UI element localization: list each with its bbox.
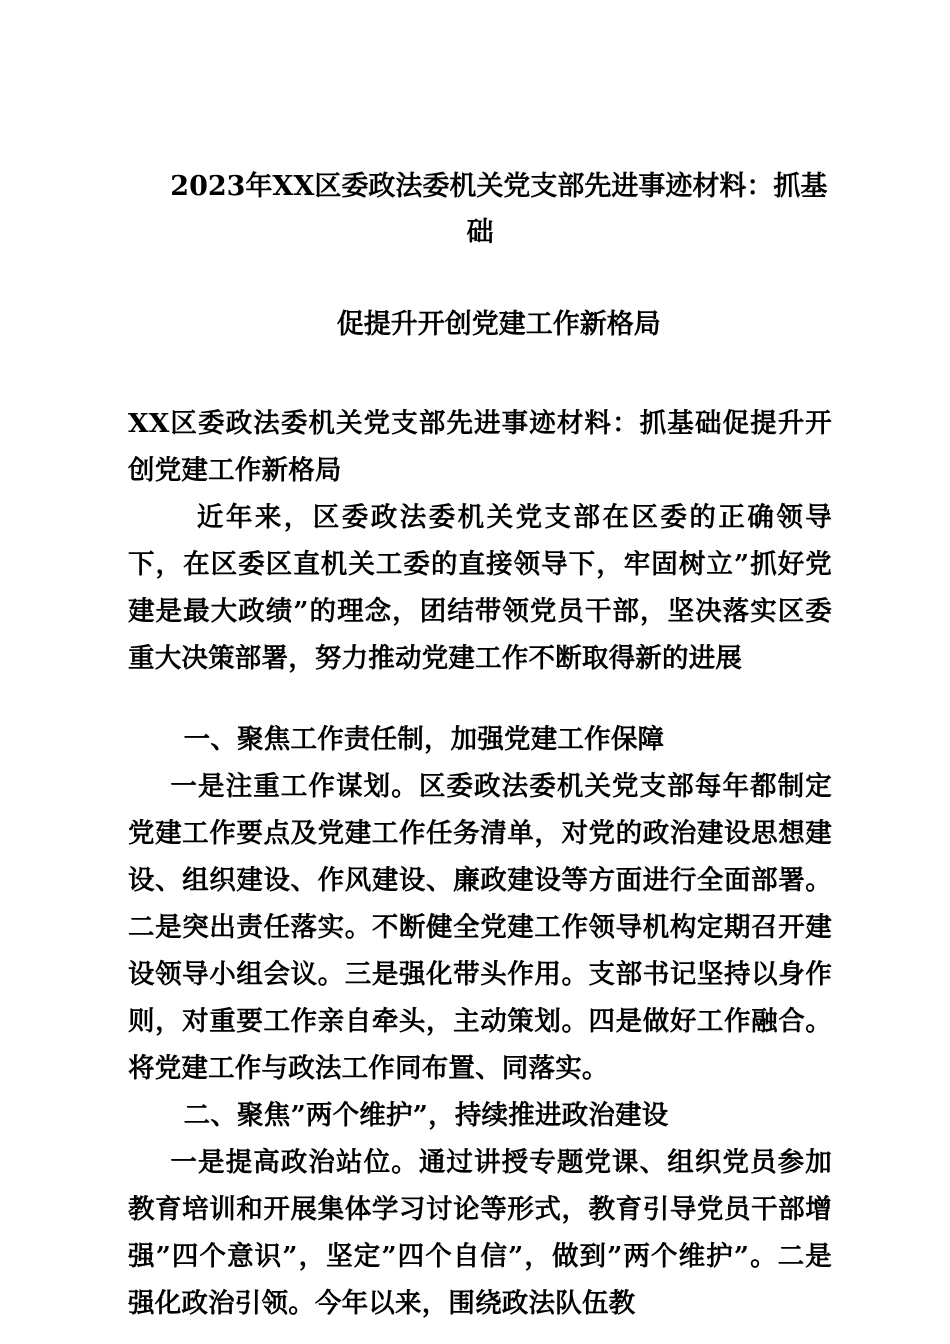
- page-title: [128, 118, 832, 394]
- page-title-line-2: 促提升开创党建工作新格局: [336, 309, 661, 340]
- page-title-line-1: 2023年XX区委政法委机关党支部先进事迹材料：抓基础: [170, 171, 828, 248]
- section-2-heading: 二、聚焦”两个维护”，持续推进政治建设: [183, 1100, 669, 1131]
- document-subtitle: XX区委政法委机关党支部先进事迹材料：抓基础促提升开创党建工作新格局: [128, 408, 832, 486]
- section-2-body: 一是提高政治站位。通过讲授专题党课、组织党员参加教育培训和开展集体学习讨论等形式，教育引导党员干部增强”四个意识”，坚定”四个自信”，做到”两个维护”。二是强化政治引领。今年以来，围绕政法队伍教: [128, 1147, 832, 1319]
- section-1-heading: 一、聚焦工作责任制，加强党建工作保障: [183, 724, 665, 755]
- section-1-body: 一是注重工作谋划。区委政法委机关党支部每年都制定党建工作要点及党建工作任务清单，对党的政治建设思想建设、组织建设、作风建设、廉政建设等方面进行全面部署。二是突出责任落实。不断健全党建工作领导机构定期召开建设领导小组会议。三是强化带头作用。支部书记坚持以身作则，对重要工作亲自牵头，主动策划。四是做好工作融合。将党建工作与政法工作同布置、同落实。: [128, 771, 832, 1084]
- paragraph-intro: 近年来，区委政法委机关党支部在区委的正确领导下，在区委区直机关工委的直接领导下，牢固树立”抓好党建是最大政绩”的理念，团结带领党员干部，坚决落实区委重大决策部署，努力推动党建工作不断取得新的进展: [128, 502, 832, 674]
